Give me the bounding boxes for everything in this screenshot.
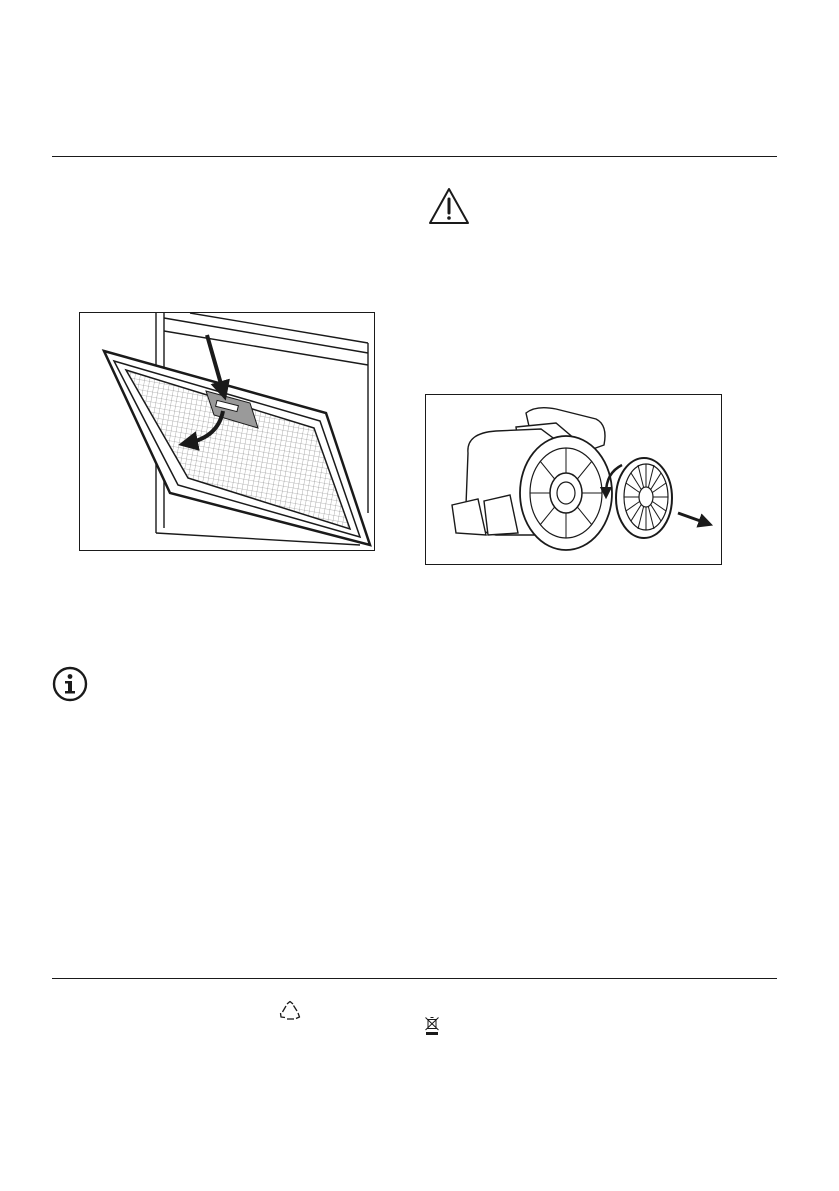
charcoal-filter-figure bbox=[425, 394, 722, 565]
recycling-icon bbox=[278, 1000, 302, 1022]
pull-out-arrow bbox=[678, 513, 706, 523]
grease-filter-figure bbox=[79, 312, 375, 551]
charcoal-filter-disc bbox=[616, 458, 672, 538]
info-icon bbox=[52, 666, 88, 702]
crossed-out-bin-icon bbox=[424, 1016, 440, 1036]
section-divider-top bbox=[52, 156, 777, 157]
warning-triangle-icon bbox=[428, 187, 470, 225]
grease-filter bbox=[104, 351, 370, 545]
fan-wheel bbox=[520, 436, 612, 550]
section-divider-bottom bbox=[52, 978, 777, 979]
